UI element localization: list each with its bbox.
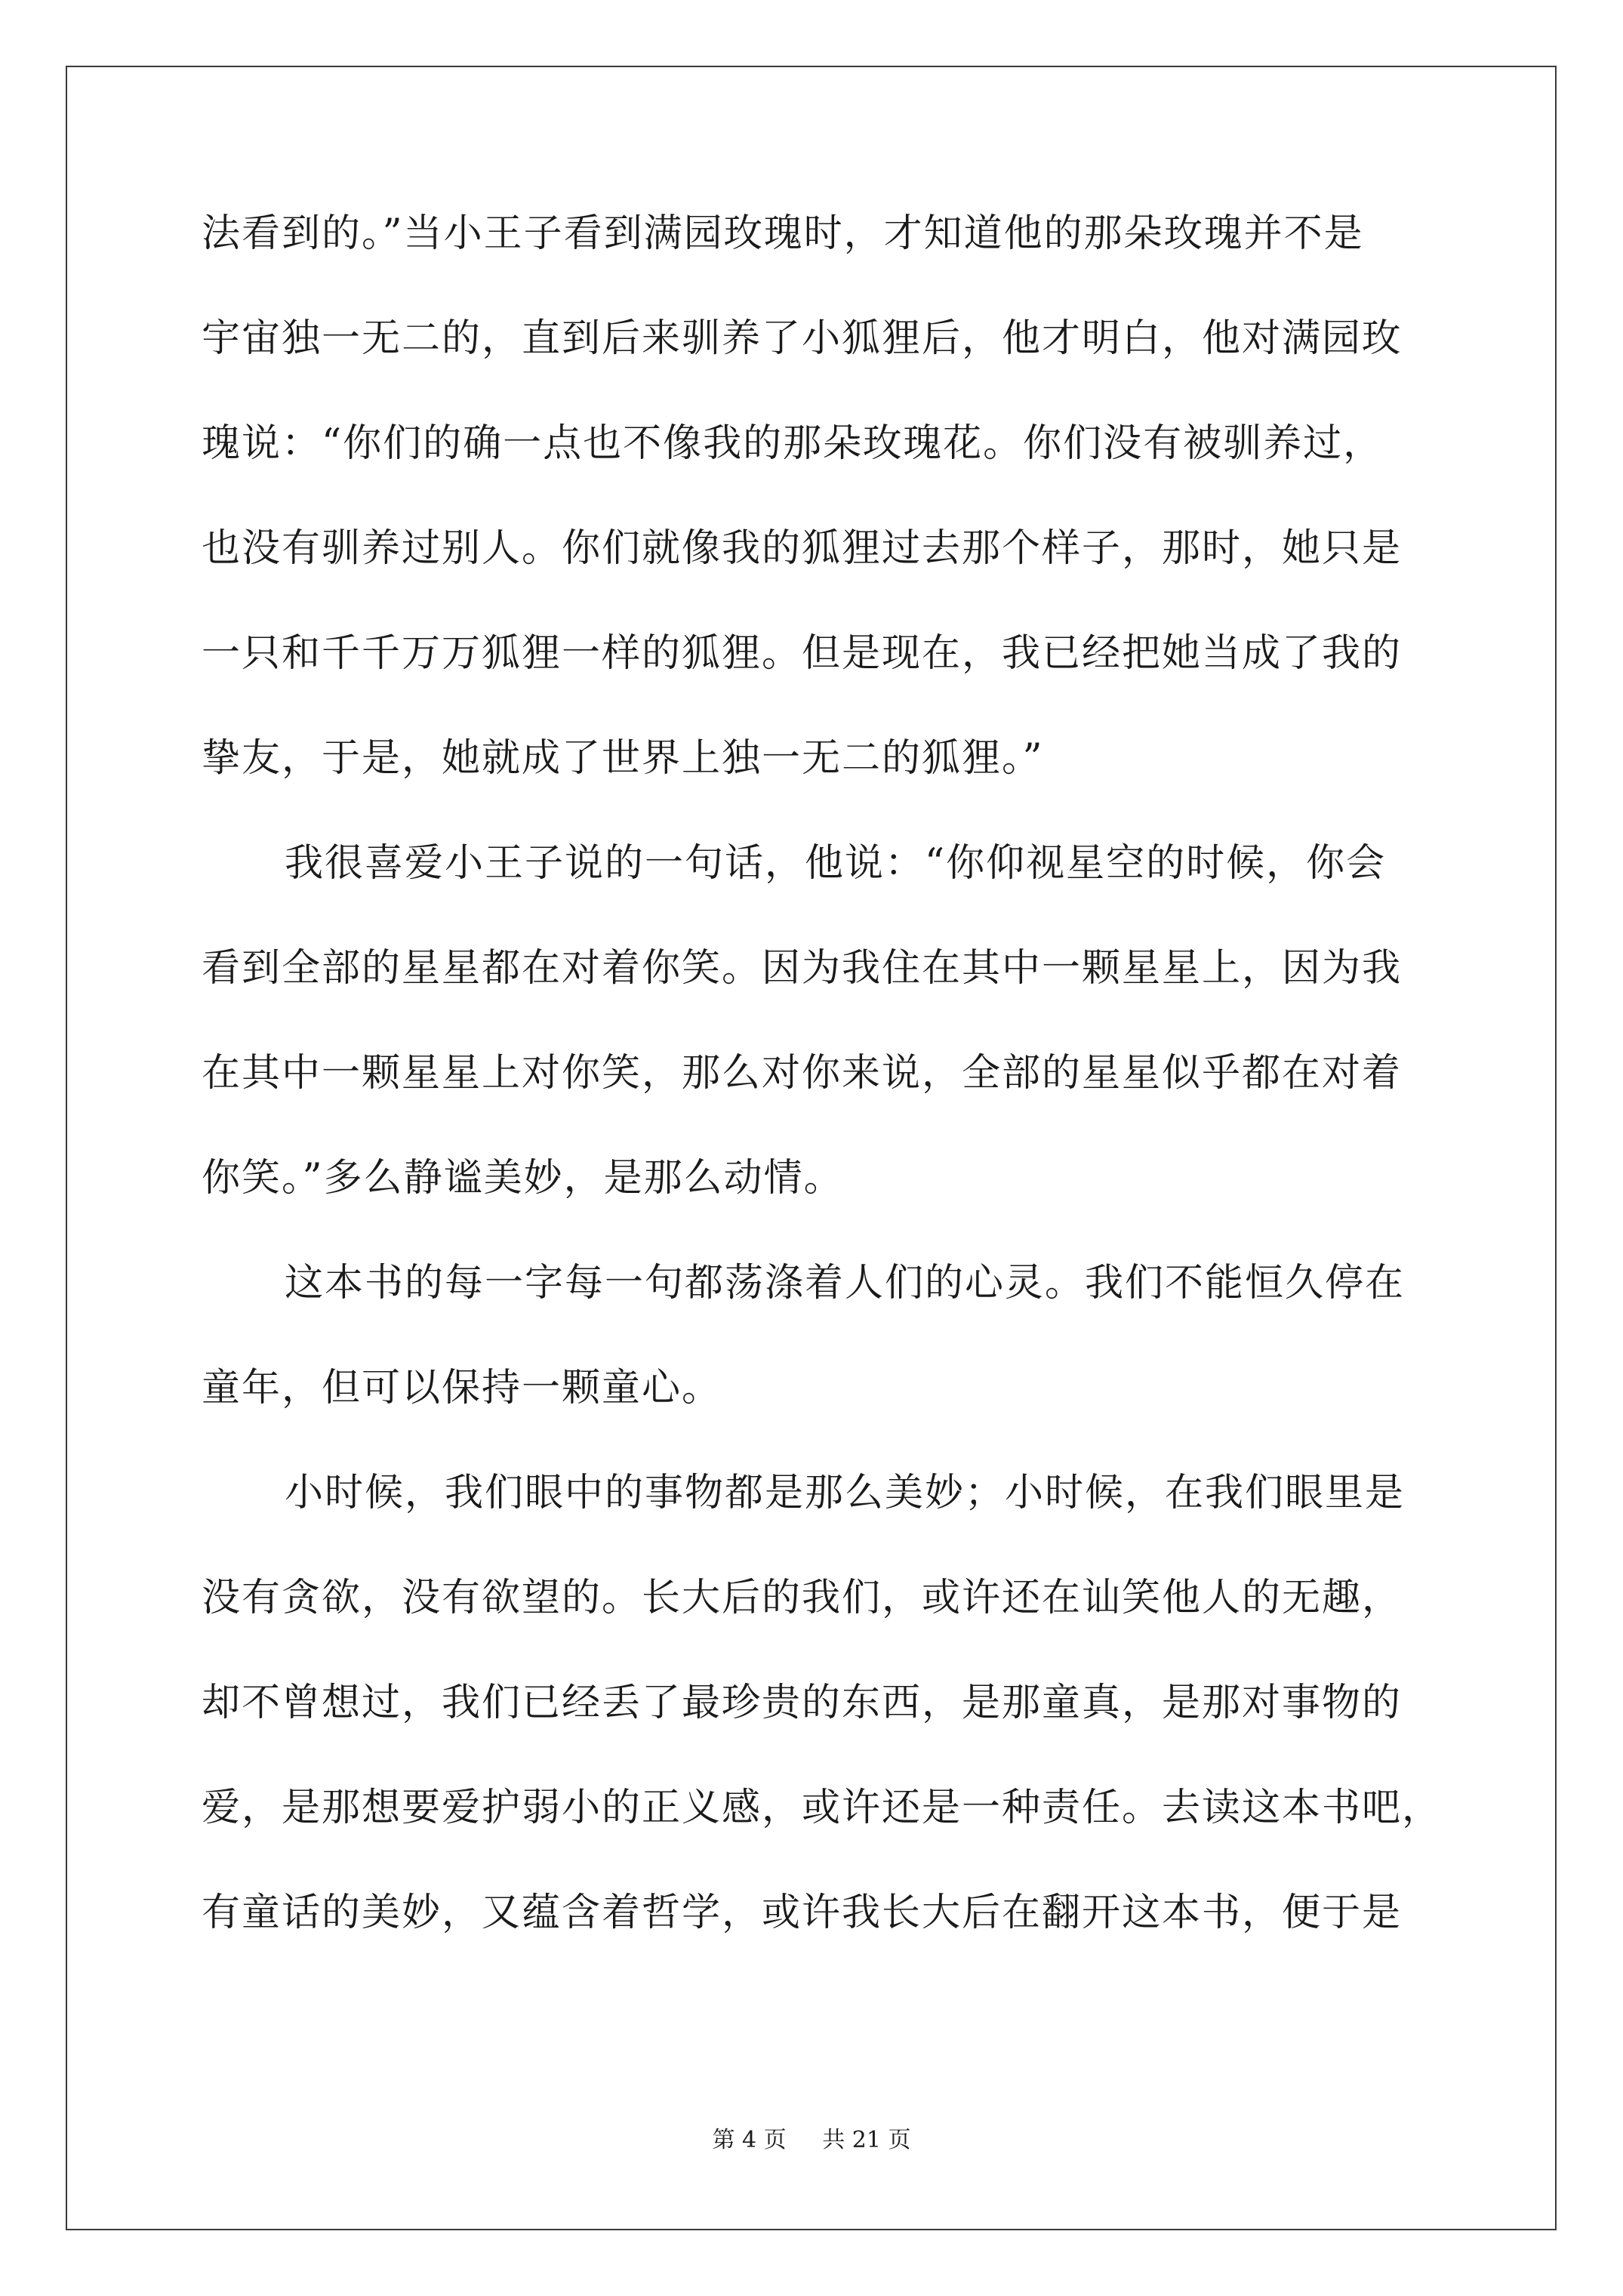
- document-body: [202, 211, 1443, 2003]
- text-line: 爱，是那想要爱护弱小的正义感，或许还是一种责任。去读这本书吧，: [202, 1786, 1443, 1830]
- text-line: 在其中一颗星星上对你笑，那么对你来说，全部的星星似乎都在对着: [202, 1051, 1403, 1096]
- text-line: 却不曾想过，我们已经丢了最珍贵的东西，是那童真，是那对事物的: [202, 1681, 1403, 1725]
- text-line: 小时候，我们眼中的事物都是那么美妙；小时候，在我们眼里是: [285, 1471, 1406, 1515]
- page-footer: [0, 2127, 1623, 2154]
- text-line: 宇宙独一无二的，直到后来驯养了小狐狸后，他才明白，他对满园玫: [202, 316, 1403, 361]
- text-line: 看到全部的星星都在对着你笑。因为我住在其中一颗星星上，因为我: [202, 946, 1403, 991]
- text-line: 挚友，于是，她就成了世界上独一无二的狐狸。”: [202, 736, 1044, 781]
- text-line: 一只和千千万万狐狸一样的狐狸。但是现在，我已经把她当成了我的: [202, 631, 1403, 676]
- page-number-current: 第 4 页: [712, 2127, 787, 2153]
- text-line: 有童话的美妙，又蕴含着哲学，或许我长大后在翻开这本书，便于是: [202, 1891, 1403, 1935]
- text-line: 瑰说：“你们的确一点也不像我的那朵玫瑰花。你们没有被驯养过，: [202, 421, 1384, 466]
- text-line: 这本书的每一字每一句都荡涤着人们的心灵。我们不能恒久停在: [285, 1261, 1406, 1305]
- text-line: 法看到的。”当小王子看到满园玫瑰时，才知道他的那朵玫瑰并不是: [202, 211, 1364, 256]
- text-line: 我很喜爱小王子说的一句话，他说：“你仰视星空的时候，你会: [285, 841, 1387, 886]
- text-line: 你笑。”多么静谧美妙，是那么动情。: [202, 1156, 844, 1200]
- text-line: 童年，但可以保持一颗童心。: [202, 1366, 722, 1410]
- text-line: 也没有驯养过别人。你们就像我的狐狸过去那个样子，那时，她只是: [202, 526, 1403, 571]
- text-line: 没有贪欲，没有欲望的。长大后的我们，或许还在讪笑他人的无趣，: [202, 1576, 1403, 1620]
- page-number-total: 共 21 页: [822, 2127, 911, 2153]
